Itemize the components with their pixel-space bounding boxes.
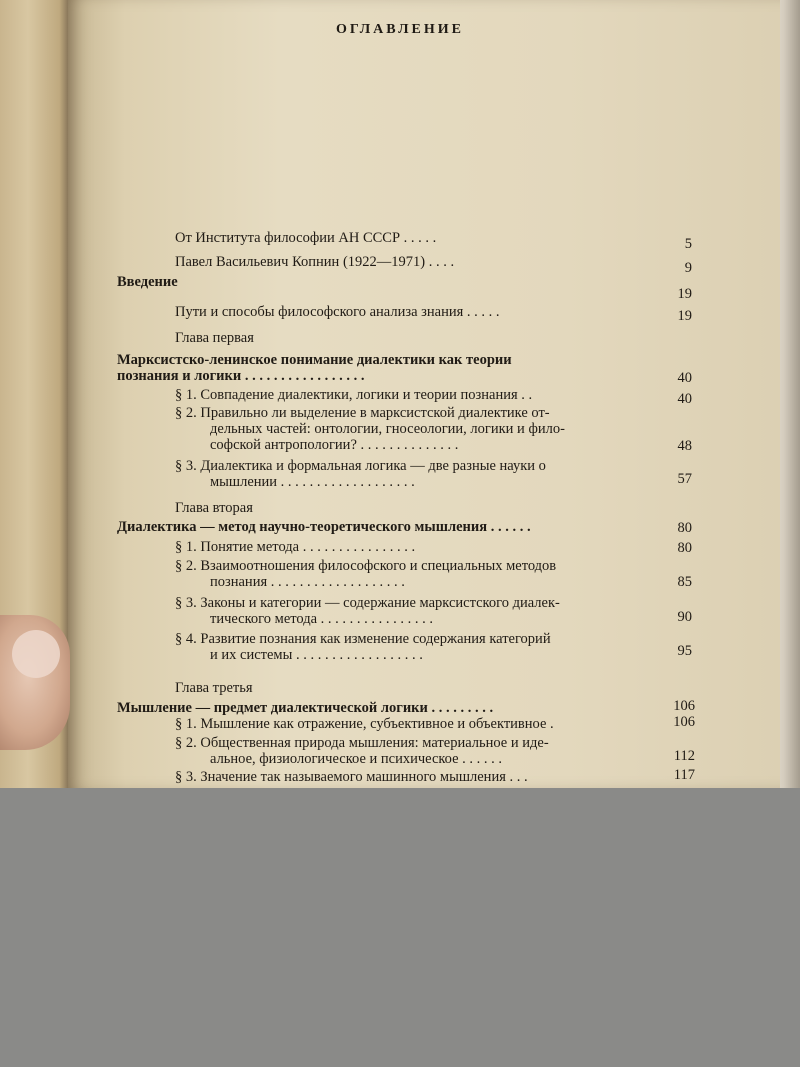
toc-entry-text: § 2. Общественная природа мышления: материальное и иде- — [175, 735, 549, 751]
toc-entry-text: мышлении . . . . . . . . . . . . . . . . . . . — [210, 474, 415, 490]
toc-entry-page: 48 — [677, 438, 692, 454]
toc-entry-text: § 3. Законы и категории — содержание марксистского диалек- — [175, 595, 560, 611]
toc-entry-text: альное, физиологическое и психическое . . . . . . — [210, 751, 503, 767]
toc-entry-page: 106 — [673, 698, 695, 714]
toc-entry-text: тического метода . . . . . . . . . . . . . . . . — [210, 611, 434, 627]
toc-entry-text: Пути и способы философского анализа знания . . . . . — [175, 304, 500, 320]
toc-entry-text: Марксистско-ленинское понимание диалектики как теории — [117, 352, 512, 368]
toc-entry-page: 40 — [677, 370, 692, 386]
toc-entry-page: 106 — [673, 714, 695, 730]
toc-entry-text: § 2. Правильно ли выделение в марксистской диалектике от- — [175, 405, 550, 421]
toc-entry-text: § 1. Понятие метода . . . . . . . . . . . . . . . . — [175, 539, 416, 555]
toc-entry-text: От Института философии АН СССР . . . . . — [175, 230, 437, 246]
censored-gray-block — [0, 788, 800, 1067]
toc-entry-page: 40 — [677, 391, 692, 407]
toc-entry-text: § 3. Значение так называемого машинного мышления . . . — [175, 769, 528, 785]
toc-entry-text: Мышление — предмет диалектической логики . . . . . . . . . — [117, 700, 494, 716]
chapter-heading: Глава вторая — [175, 500, 253, 516]
chapter-heading: Глава первая — [175, 330, 254, 346]
toc-entry-text: § 4. Развитие познания как изменение содержания категорий — [175, 631, 551, 647]
toc-entry-text: познания . . . . . . . . . . . . . . . . . . . — [210, 574, 405, 590]
toc-entry-page: 57 — [677, 471, 692, 487]
toc-entry-page: 117 — [673, 767, 695, 783]
toc-entry-text: Введение — [117, 274, 178, 290]
page-title: ОГЛАВЛЕНИЕ — [336, 22, 464, 37]
toc-entry-page: 19 — [677, 308, 692, 324]
toc-entry-page: 80 — [677, 520, 692, 536]
toc-entry-page: 5 — [684, 236, 692, 252]
toc-entry-page: 112 — [673, 748, 695, 764]
chapter-heading: Глава третья — [175, 680, 253, 696]
toc-entry-text: познания и логики . . . . . . . . . . . . . . . . . — [117, 368, 365, 384]
toc-entry-text: Диалектика — метод научно-теоретического мышления . . . . . . — [117, 519, 531, 535]
toc-entry-page: 85 — [677, 574, 692, 590]
toc-entry-page: 19 — [677, 286, 692, 302]
toc-entry-text: § 2. Взаимоотношения философского и специальных методов — [175, 558, 557, 574]
toc-entry-text: § 1. Мышление как отражение, субъективное и объективное . — [175, 716, 554, 732]
toc-entry-text: § 1. Совпадение диалектики, логики и теории познания . . — [175, 387, 533, 403]
toc-entry-text: дельных частей: онтологии, гносеологии, логики и фило- — [210, 421, 565, 437]
toc-entry-page: 90 — [677, 609, 692, 625]
toc-entry-page: 95 — [677, 643, 692, 659]
toc-entry-page: 9 — [684, 260, 692, 276]
toc-entry-text: софской антропологии? . . . . . . . . . . . . . . — [210, 437, 459, 453]
toc-entry-text: и их системы . . . . . . . . . . . . . . . . . . — [210, 647, 423, 663]
toc-entry-text: Павел Васильевич Копнин (1922—1971) . . . . — [175, 254, 455, 270]
toc-entry-page: 80 — [677, 540, 692, 556]
toc-entry-text: § 3. Диалектика и формальная логика — две разные науки о — [175, 458, 546, 474]
